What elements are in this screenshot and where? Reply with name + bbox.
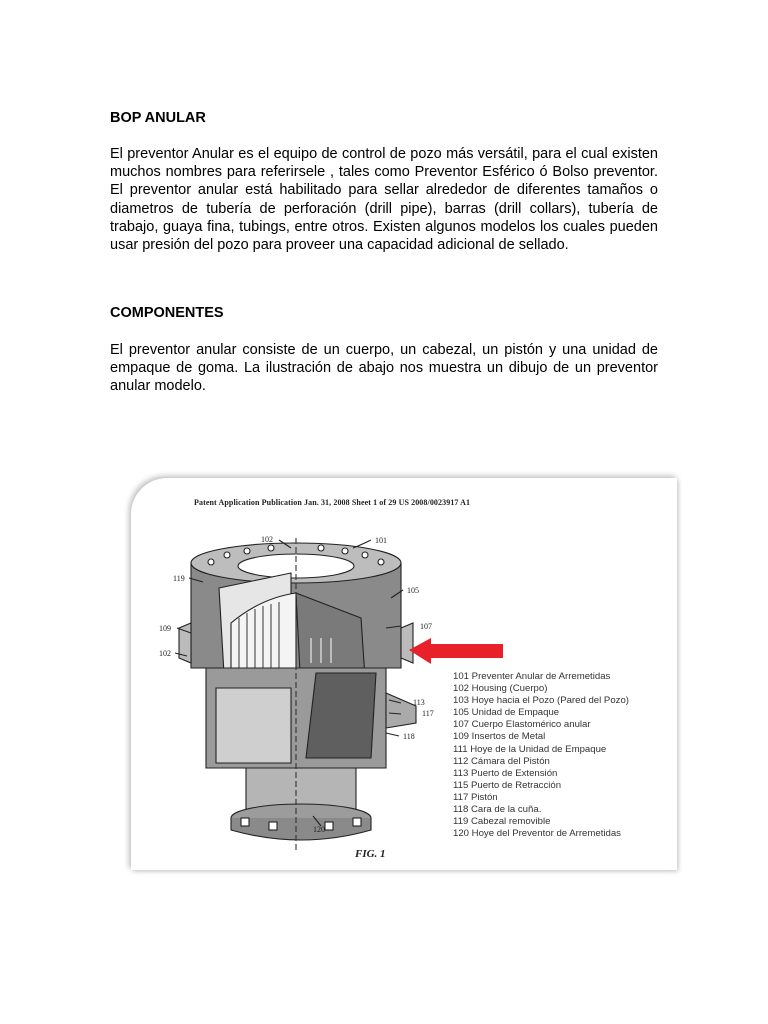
legend-item: 105 Unidad de Empaque xyxy=(453,707,560,719)
ref-label: 119 xyxy=(173,574,185,583)
legend-item: 102 Housing (Cuerpo) xyxy=(453,683,548,695)
legend-item: 118 Cara de la cuña. xyxy=(453,804,542,816)
red-arrow-icon xyxy=(409,638,503,664)
ref-label: 102 xyxy=(261,535,273,544)
ref-label: 105 xyxy=(407,586,419,595)
legend-item: 111 Hoye de la Unidad de Empaque xyxy=(453,743,607,755)
legend-item: 115 Puerto de Retracción xyxy=(453,779,562,791)
figure-caption: FIG. 1 xyxy=(355,848,386,860)
legend-item: 112 Cámara del Pistón xyxy=(453,755,550,767)
ref-label: 120 xyxy=(313,825,325,834)
ref-label: 118 xyxy=(403,732,415,741)
ref-label: 101 xyxy=(375,536,387,545)
legend-item: 101 Preventer Anular de Arremetidas xyxy=(453,671,611,682)
figure-patent-header: Patent Application Publication Jan. 31, 2008 Sheet 1 of 29 US 2008/0023917 A1 xyxy=(194,498,471,507)
section-heading-componentes: COMPONENTES xyxy=(110,305,224,321)
legend-item: 103 Hoye hacia el Pozo (Pared del Pozo) xyxy=(453,695,629,707)
ref-label: 102 xyxy=(159,649,171,658)
figure-legend xyxy=(453,671,629,840)
section-paragraph-bop-anular: El preventor Anular es el equipo de control de pozo más versátil, para el cual existen muchos nombres para referirsele , tales como Preventor Esférico ó Bolso preventor. El preventor anular está habilitado para sellar alrededor de diferentes tamaños o diametros de tubería de perforación (drill pipe), barras (drill collars), tubería de trabajo, guaya fina, tubings, entre otros. Existen algunos modelos los cuales pueden usar presión del pozo para proveer una capacidad adicional de sellado. xyxy=(110,146,658,254)
legend-item: 107 Cuerpo Elastomérico anular xyxy=(453,719,591,731)
legend-item: 113 Puerto de Extensión xyxy=(453,767,558,779)
legend-item: 109 Insertos de Metal xyxy=(453,731,546,743)
section-heading-bop-anular: BOP ANULAR xyxy=(110,110,206,126)
bop-figure xyxy=(131,478,677,870)
legend-item: 119 Cabezal removible xyxy=(453,816,551,828)
section-paragraph-componentes: El preventor anular consiste de un cuerpo, un cabezal, un pistón y una unidad de empaque de goma. La ilustración de abajo nos muestra un dibujo de un preventor anular modelo. xyxy=(110,342,658,395)
ref-label: 109 xyxy=(159,624,171,633)
legend-item: 117 Pistón xyxy=(453,791,498,803)
ref-label: 107 xyxy=(420,622,432,631)
legend-item: 120 Hoye del Preventor de Arremetidas xyxy=(453,828,621,840)
ref-label: 113 xyxy=(413,698,425,707)
ref-label: 117 xyxy=(422,709,434,718)
